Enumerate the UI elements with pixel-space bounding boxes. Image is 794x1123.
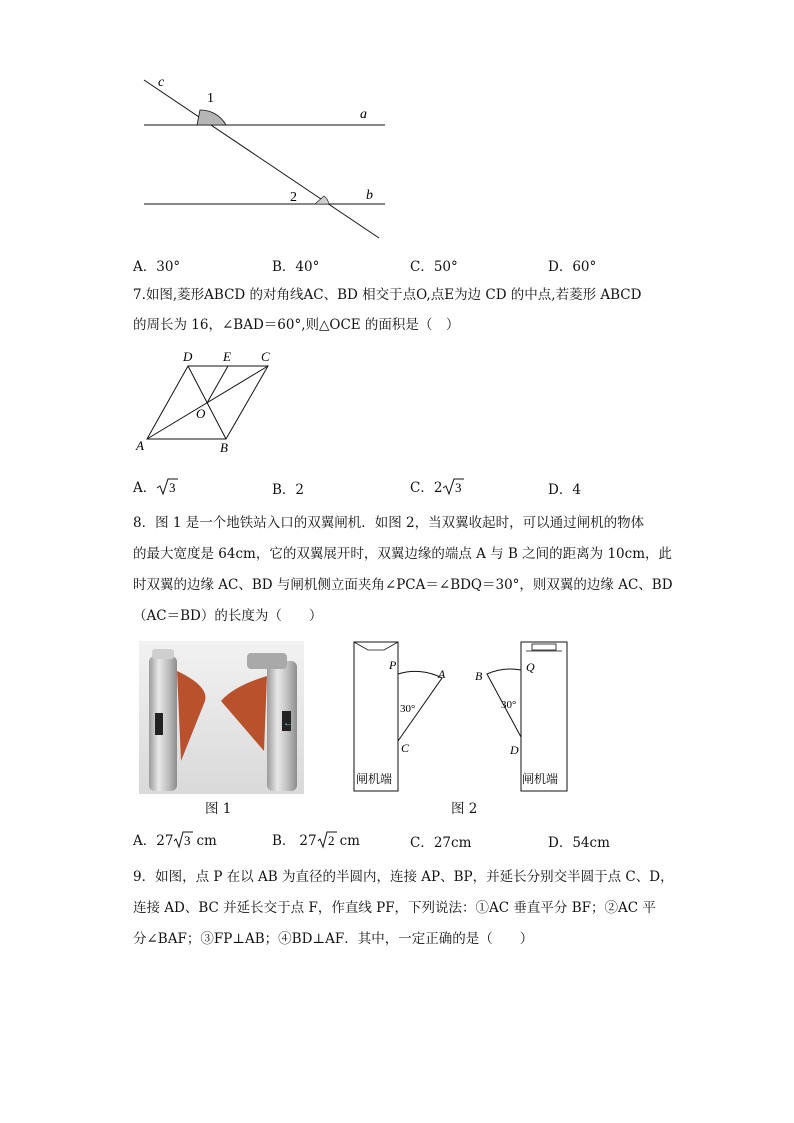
gate-right-label-b: B <box>475 669 483 683</box>
rhombus-label-e: E <box>223 349 231 364</box>
q6-option-c: C．50° <box>410 259 458 275</box>
q6-option-b: B．40° <box>272 259 320 275</box>
q9-line2: 连接 AD、BC 并延长交于点 F，作直线 PF，下列说法：①AC 垂直平分 BF；②AC 平 <box>133 900 656 916</box>
q8-option-a <box>133 829 217 850</box>
sqrt-sign <box>173 830 193 850</box>
gate-left-label-c: C <box>401 741 410 755</box>
rhombus-label-a: A <box>136 438 144 453</box>
q8-option-a-radicand: 3 <box>184 833 191 848</box>
rhombus-label-b: B <box>220 440 228 455</box>
parallel-lines-figure <box>130 70 400 245</box>
q6-option-d: D．60° <box>548 259 597 275</box>
gate-left-angle: 30° <box>400 703 416 715</box>
sqrt-sign <box>317 830 337 850</box>
q9-line3: 分∠BAF；③FP⊥AB；④BD⊥AF．其中，一定正确的是（ ） <box>133 931 534 947</box>
q8-option-a-label: A． <box>133 833 157 849</box>
gate-right-label-d: D <box>510 743 519 757</box>
q7-option-c-radicand: 3 <box>455 480 462 495</box>
q7-option-a <box>133 476 178 497</box>
angle-label-1: 1 <box>207 91 214 106</box>
q8-option-a-unit: cm <box>196 833 217 849</box>
q7-option-c-label: C． <box>410 480 434 496</box>
gate-left-text: 闸机端 <box>356 772 393 786</box>
q8-option-b-unit: cm <box>339 833 360 849</box>
q7-line2: 的周长为 16，∠BAD＝60°,则△OCE 的面积是（ ） <box>133 317 460 333</box>
gate-diagram-right <box>470 640 580 795</box>
q8-option-b-radicand: 2 <box>327 833 335 848</box>
rhombus-figure <box>130 345 290 457</box>
q8-option-c: C．27cm <box>410 835 472 851</box>
q8-option-b-label: B． <box>272 833 296 849</box>
q8-line3: 时双翼的边缘 AC、BD 与闸机侧立面夹角∠PCA＝∠BDQ＝30°，则双翼的边缘 AC、BD <box>133 577 673 593</box>
line-label-c: c <box>158 75 165 90</box>
q7-option-c-coef: 2 <box>433 480 443 496</box>
q8-line4: （AC＝BD）的长度为（ ） <box>133 608 323 624</box>
angle-label-2: 2 <box>290 190 297 205</box>
rhombus-label-o: O <box>196 406 206 421</box>
sqrt-sign <box>442 477 464 497</box>
q8-line2: 的最大宽度是 64cm，它的双翼展开时，双翼边缘的端点 A 与 B 之间的距离为 10cm，此 <box>133 546 672 562</box>
gate-right-label-q: Q <box>526 660 535 674</box>
gate-diagram-left <box>350 640 460 795</box>
fig2-caption: 图 2 <box>451 801 478 817</box>
q8-option-a-coef: 27 <box>156 833 174 849</box>
gate-left-label-p: P <box>389 658 397 672</box>
q6-option-a: A．30° <box>133 259 181 275</box>
arrow-icon: ← <box>283 718 293 729</box>
gate-right-angle: 30° <box>501 699 517 711</box>
q7-option-a-radicand: 3 <box>169 480 176 495</box>
q7-option-a-label: A． <box>133 480 157 496</box>
gate-right-text: 闸机端 <box>522 772 559 786</box>
line-label-a: a <box>360 107 367 122</box>
rhombus-label-d: D <box>183 349 193 364</box>
q7-line1: 7.如图,菱形ABCD 的对角线AC、BD 相交于点O,点E为边 CD 的中点,若菱形 ABCD <box>133 287 642 303</box>
line-label-b: b <box>366 188 373 203</box>
rhombus-label-c: C <box>261 349 270 364</box>
q8-option-d: D．54cm <box>548 835 610 851</box>
gate-left-label-a: A <box>438 667 446 681</box>
q8-option-b <box>272 829 360 850</box>
fig1-caption: 图 1 <box>205 801 232 817</box>
q8-line1: 8．图 1 是一个地铁站入口的双翼闸机．如图 2，当双翼收起时，可以通过闸机的物体 <box>133 515 645 531</box>
sqrt-sign <box>156 477 178 497</box>
turnstile-photo <box>139 641 304 794</box>
q7-option-b: B．2 <box>272 482 305 498</box>
q9-line1: 9．如图，点 P 在以 AB 为直径的半圆内，连接 AP、BP，并延长分别交半圆于点 C、D， <box>133 869 674 885</box>
q7-option-d: D．4 <box>548 482 581 498</box>
q8-option-b-coef: 27 <box>299 833 317 849</box>
q7-option-c <box>410 476 464 497</box>
